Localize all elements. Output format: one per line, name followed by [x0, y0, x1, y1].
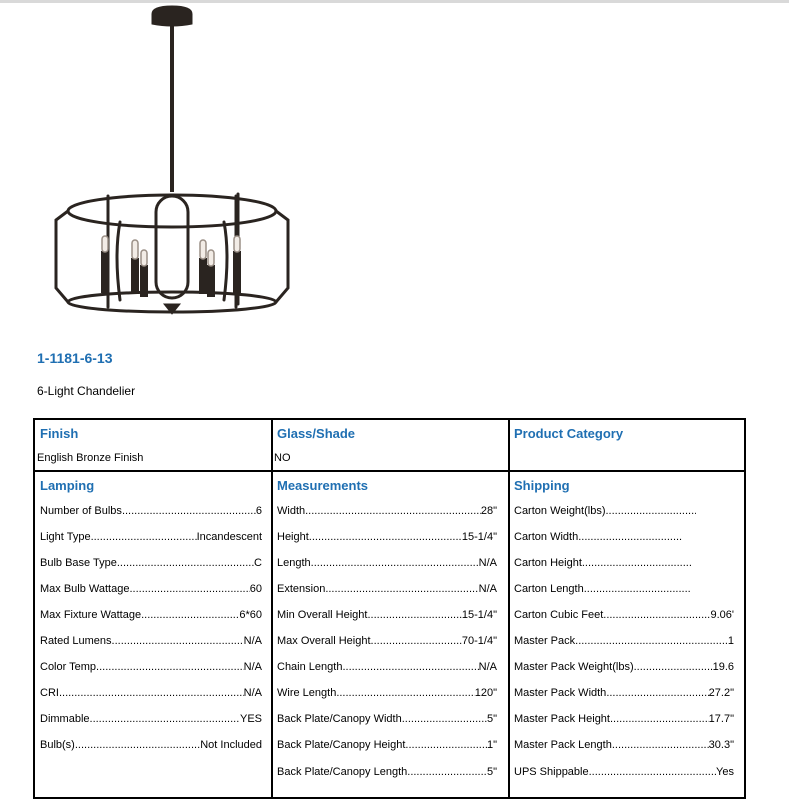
spec-label: Master Pack Length — [514, 739, 612, 751]
spec-row — [514, 531, 734, 557]
spec-label: Rated Lumens — [40, 635, 112, 647]
spec-row — [514, 505, 734, 531]
spec-value: 15-1/4" — [461, 531, 497, 543]
spec-label: Wire Length — [277, 687, 337, 699]
spec-value: 60 — [249, 583, 262, 595]
lamping-section — [35, 472, 271, 797]
spec-row — [277, 635, 497, 661]
spec-label: Width — [277, 505, 306, 517]
spec-value: 5" — [486, 766, 497, 778]
spec-row — [40, 557, 262, 583]
spec-row — [40, 635, 262, 661]
spec-row — [277, 609, 497, 635]
product-title: 6-Light Chandelier — [37, 384, 136, 398]
spec-label: Back Plate/Canopy Length — [277, 766, 408, 778]
spec-row — [40, 713, 262, 739]
spec-label: Back Plate/Canopy Width — [277, 713, 402, 725]
spec-value: YES — [239, 713, 262, 725]
spec-value: 70-1/4" — [461, 635, 497, 647]
spec-label: Dimmable — [40, 713, 90, 725]
spec-label: Height — [277, 531, 309, 543]
spec-value: 1" — [486, 739, 497, 751]
spec-row — [514, 635, 734, 661]
spec-row — [277, 583, 497, 609]
shipping-heading: Shipping — [514, 478, 570, 493]
product-sku: 1-1181-6-13 — [37, 350, 113, 366]
spec-value: 1 — [727, 635, 734, 647]
spec-row — [277, 739, 497, 765]
spec-label: Master Pack Width — [514, 687, 607, 699]
spec-table — [33, 418, 746, 799]
spec-value: 15-1/4" — [461, 609, 497, 621]
spec-label: Extension — [277, 583, 326, 595]
spec-label: Min Overall Height — [277, 609, 368, 621]
spec-value: 28" — [480, 505, 497, 517]
spec-value: 6 — [255, 505, 262, 517]
spec-row — [40, 609, 262, 635]
spec-label: Carton Width — [514, 531, 579, 543]
spec-row — [277, 557, 497, 583]
spec-row — [514, 739, 734, 765]
finish-value: English Bronze Finish — [37, 452, 144, 464]
spec-row — [40, 505, 262, 531]
spec-row — [40, 661, 262, 687]
spec-value: N/A — [478, 661, 497, 673]
spec-value: 30.3" — [708, 739, 734, 751]
spec-label: Master Pack Height — [514, 713, 610, 725]
spec-label: Carton Cubic Feet — [514, 609, 604, 621]
spec-row — [514, 557, 734, 583]
measurements-heading: Measurements — [277, 478, 369, 493]
spec-label: Max Fixture Wattage — [40, 609, 142, 621]
spec-row — [514, 713, 734, 739]
spec-label: Light Type — [40, 531, 91, 543]
spec-label: CRI — [40, 687, 59, 699]
spec-row — [514, 609, 734, 635]
product-category-heading: Product Category — [514, 426, 624, 441]
spec-label: Max Overall Height — [277, 635, 371, 647]
spec-value: 120" — [474, 687, 497, 699]
spec-row — [277, 531, 497, 557]
spec-label: Back Plate/Canopy Height — [277, 739, 406, 751]
spec-value: Incandescent — [196, 531, 262, 543]
spec-row — [514, 661, 734, 687]
spec-label: Carton Length — [514, 583, 584, 595]
chandelier-product-image — [48, 4, 300, 316]
spec-label: Carton Height — [514, 557, 582, 569]
spec-row — [40, 739, 262, 765]
spec-row — [514, 583, 734, 609]
spec-value: 19.6 — [712, 661, 734, 673]
glass-shade-heading: Glass/Shade — [277, 426, 356, 441]
spec-label: Bulb(s) — [40, 739, 75, 751]
spec-value: 17.7" — [708, 713, 734, 725]
spec-row — [277, 687, 497, 713]
spec-value: C — [254, 557, 262, 569]
spec-row — [277, 505, 497, 531]
spec-row — [277, 713, 497, 739]
glass-shade-value: NO — [274, 452, 291, 464]
spec-label: Number of Bulbs — [40, 505, 122, 517]
spec-value: 9.06' — [710, 609, 734, 621]
spec-row — [277, 661, 497, 687]
spec-row — [40, 687, 262, 713]
lamping-heading: Lamping — [40, 478, 95, 493]
measurements-section — [272, 472, 508, 797]
spec-row — [40, 583, 262, 609]
spec-value: 6*60 — [239, 609, 262, 621]
spec-value: Not Included — [200, 739, 262, 751]
spec-value: N/A — [243, 661, 262, 673]
top-divider — [0, 0, 789, 3]
spec-label: Carton Weight(lbs) — [514, 505, 606, 517]
spec-row — [40, 531, 262, 557]
spec-label: UPS Shippable — [514, 766, 589, 778]
spec-row — [277, 766, 497, 792]
spec-label: Master Pack — [514, 635, 576, 647]
finish-heading: Finish — [40, 426, 79, 441]
spec-row — [514, 687, 734, 713]
spec-value: N/A — [478, 583, 497, 595]
spec-value: Yes — [716, 766, 734, 778]
spec-value: N/A — [243, 687, 262, 699]
spec-value: N/A — [243, 635, 262, 647]
spec-label: Master Pack Weight(lbs) — [514, 661, 634, 673]
shipping-section — [509, 472, 746, 797]
spec-label: Bulb Base Type — [40, 557, 117, 569]
spec-label: Max Bulb Wattage — [40, 583, 130, 595]
spec-label: Chain Length — [277, 661, 343, 673]
spec-label: Length — [277, 557, 311, 569]
spec-value: 27.2" — [708, 687, 734, 699]
spec-value: N/A — [478, 557, 497, 569]
spec-value: 5" — [486, 713, 497, 725]
spec-label: Color Temp — [40, 661, 97, 673]
spec-row — [514, 766, 734, 792]
